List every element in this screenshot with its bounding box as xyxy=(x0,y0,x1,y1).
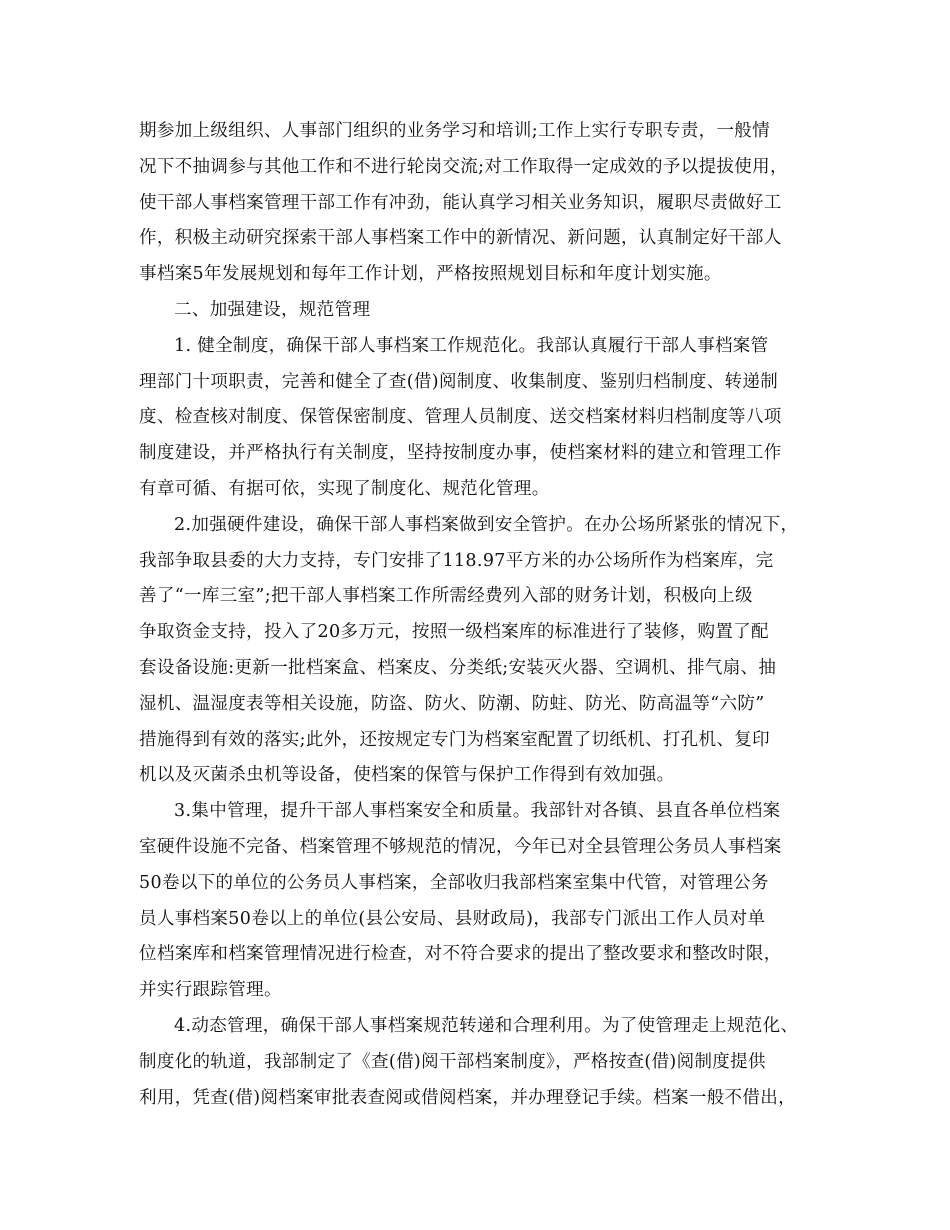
text-line: 制度建设，并严格执行有关制度，坚持按制度办事，使档案材料的建立和管理工作 xyxy=(139,443,782,464)
text-line: 我部争取县委的大力支持，专门安排了118.97平方米的办公场所作为档案库，完 xyxy=(139,550,774,571)
text-line: 期参加上级组织、人事部门组织的业务学习和培训;工作上实行专职专责，一般情 xyxy=(139,121,770,141)
text-line: 作，积极主动研究探索干部人事档案工作中的新情况、新问题，认真制定好干部人 xyxy=(139,228,782,249)
paragraph-first-line: 1. 健全制度，确保干部人事档案工作规范化。我部认真履行干部人事档案管 xyxy=(174,335,769,356)
paragraph-first-line: 3.集中管理，提升干部人事档案安全和质量。我部针对各镇、县直各单位档案 xyxy=(174,801,781,822)
text-line: 措施得到有效的落实;此外，还按规定专门为档案室配置了切纸机、打孔机、复印 xyxy=(139,729,770,750)
text-line: 争取资金支持，投入了20多万元，按照一级档案库的标准进行了装修，购置了配 xyxy=(139,622,769,643)
text-line: 制度化的轨道，我部制定了《查(借)阅干部档案制度》，严格按查(借)阅制度提供 xyxy=(139,1051,766,1072)
text-line: 善了“一库三室”;把干部人事档案工作所需经费列入部的财务计划，积极向上级 xyxy=(139,586,753,607)
document-body xyxy=(139,114,829,1116)
text-line: 位档案库和档案管理情况进行检查，对不符合要求的提出了整改要求和整改时限， xyxy=(139,944,782,965)
text-line: 况下不抽调参与其他工作和不进行轮岗交流;对工作取得一定成效的予以提拔使用， xyxy=(139,156,788,177)
text-line: 有章可循、有据可依，实现了制度化、规范化管理。 xyxy=(139,478,550,499)
text-line: 机以及灭菌杀虫机等设备，使档案的保管与保护工作得到有效加强。 xyxy=(139,765,675,786)
text-line: 并实行跟踪管理。 xyxy=(139,980,282,1001)
text-line: 湿机、温湿度表等相关设施，防盗、防火、防潮、防蛀、防光、防高温等“六防” xyxy=(139,693,765,714)
text-line: 50卷以下的单位的公务员人事档案，全部收归我部档案室集中代管，对管理公务 xyxy=(139,872,769,893)
text-line: 度、检查核对制度、保管保密制度、管理人员制度、送交档案材料归档制度等八项 xyxy=(139,407,782,428)
text-line: 理部门十项职责，完善和健全了查(借)阅制度、收集制度、鉴别归档制度、转递制 xyxy=(139,371,779,392)
text-line: 事档案5年发展规划和每年工作计划，严格按照规划目标和年度计划实施。 xyxy=(139,264,722,285)
text-line: 套设备设施:更新一批档案盒、档案皮、分类纸;安装灭火器、空调机、排气扇、抽 xyxy=(139,657,777,678)
text-line: 使干部人事档案管理干部工作有冲劲，能认真学习相关业务知识，履职尽责做好工 xyxy=(139,192,782,213)
paragraph-first-line: 二、加强建设，规范管理 xyxy=(174,299,371,320)
text-line: 员人事档案50卷以上的单位(县公安局、县财政局)，我部专门派出工作人员对单 xyxy=(139,908,766,929)
text-line: 室硬件设施不完备、档案管理不够规范的情况，今年已对全县管理公务员人事档案 xyxy=(139,836,782,857)
paragraph-first-line: 2.加强硬件建设，确保干部人事档案做到安全管护。在办公场所紧张的情况下， xyxy=(174,514,799,535)
paragraph-first-line: 4.动态管理，确保干部人事档案规范转递和合理利用。为了使管理走上规范化、 xyxy=(174,1015,799,1036)
text-line: 利用，凭查(借)阅档案审批表查阅或借阅档案，并办理登记手续。档案一般不借出， xyxy=(139,1087,796,1108)
